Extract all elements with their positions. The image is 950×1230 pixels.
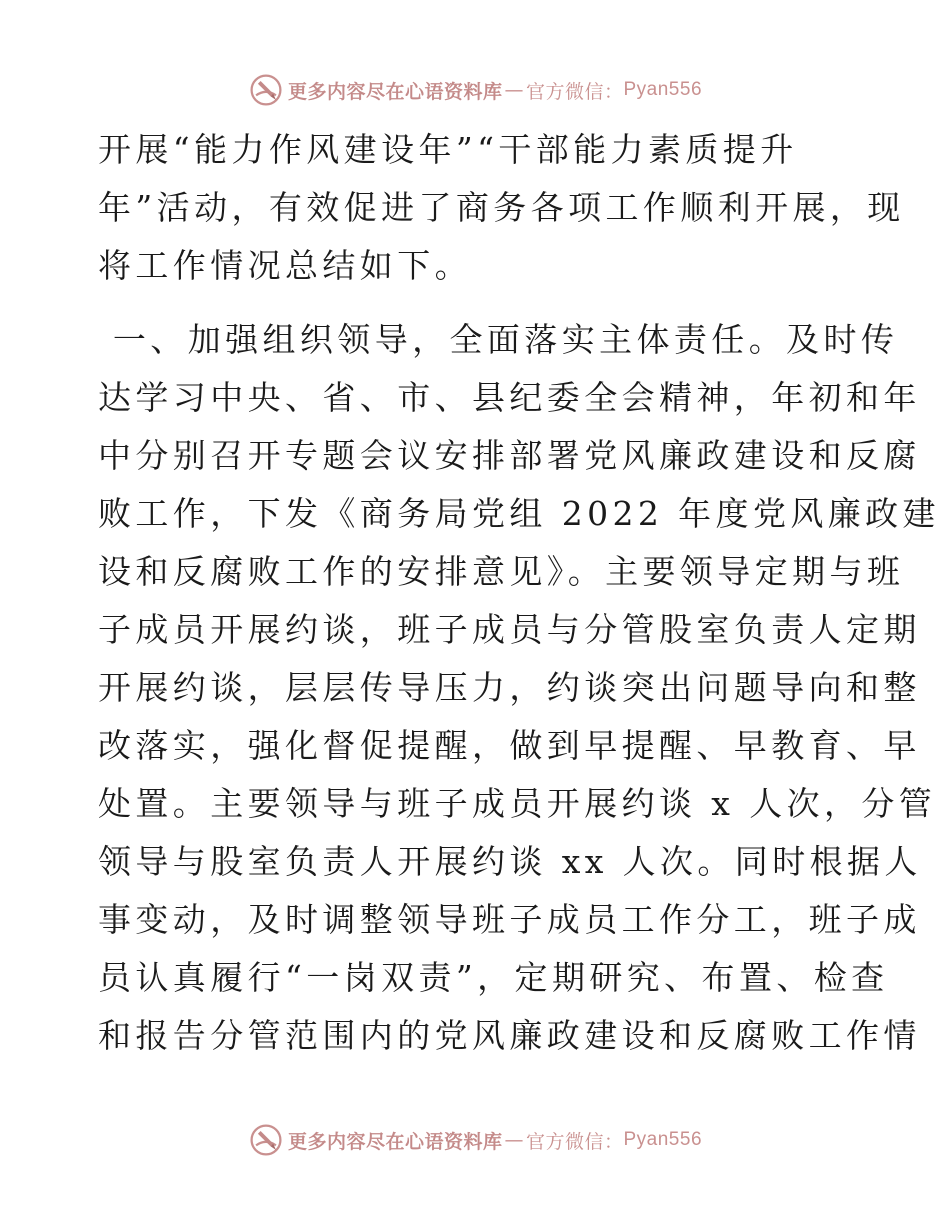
book-pen-logo-icon <box>248 72 284 108</box>
watermark-dash: — <box>504 79 524 101</box>
text-line: 处置。主要领导与班子成员开展约谈 x 人次，分管 <box>98 784 937 823</box>
text-line: 改落实，强化督促提醒，做到早提醒、早教育、早 <box>98 726 921 765</box>
text-line: 和报告分管范围内的党风廉政建设和反腐败工作情 <box>98 1016 921 1055</box>
text-line: 开展约谈，层层传导压力，约谈突出问题导向和整 <box>98 668 921 707</box>
book-pen-logo-icon <box>248 1122 284 1158</box>
text-line: 设和反腐败工作的安排意见》。主要领导定期与班 <box>98 552 905 591</box>
watermark-wechat-label: 官方微信： <box>525 80 624 103</box>
text-line: 领导与股室负责人开展约谈 xx 人次。同时根据人 <box>98 842 922 881</box>
section-heading-line: 一、加强组织领导，全面落实主体责任。及时传 <box>98 320 899 359</box>
watermark-text: 更多内容尽在心语资料库 <box>287 1130 503 1153</box>
text-line: 事变动，及时调整领导班子成员工作分工，班子成 <box>98 900 921 939</box>
text-line: 年”活动，有效促进了商务各项工作顺利开展，现 <box>98 188 905 227</box>
watermark-wechat-id: Pyan556 <box>623 79 703 100</box>
watermark-wechat-id: Pyan556 <box>623 1129 703 1150</box>
watermark-wechat-label: 官方微信： <box>525 1130 624 1153</box>
text-line: 将工作情况总结如下。 <box>98 246 472 285</box>
text-line: 员认真履行“一岗双责”，定期研究、布置、检查 <box>98 958 889 997</box>
text-line: 子成员开展约谈，班子成员与分管股室负责人定期 <box>98 610 921 649</box>
text-line: 败工作，下发《商务局党组 2022 年度党风廉政建 <box>98 494 940 533</box>
watermark-text: 更多内容尽在心语资料库 <box>287 80 503 103</box>
text-line: 开展“能力作风建设年”“干部能力素质提升 <box>98 130 798 169</box>
text-line: 中分别召开专题会议安排部署党风廉政建设和反腐 <box>98 436 921 475</box>
footer-watermark <box>0 1120 950 1160</box>
header-watermark <box>0 70 950 110</box>
watermark-dash: — <box>504 1129 524 1151</box>
text-line: 达学习中央、省、市、县纪委全会精神，年初和年 <box>98 378 921 417</box>
